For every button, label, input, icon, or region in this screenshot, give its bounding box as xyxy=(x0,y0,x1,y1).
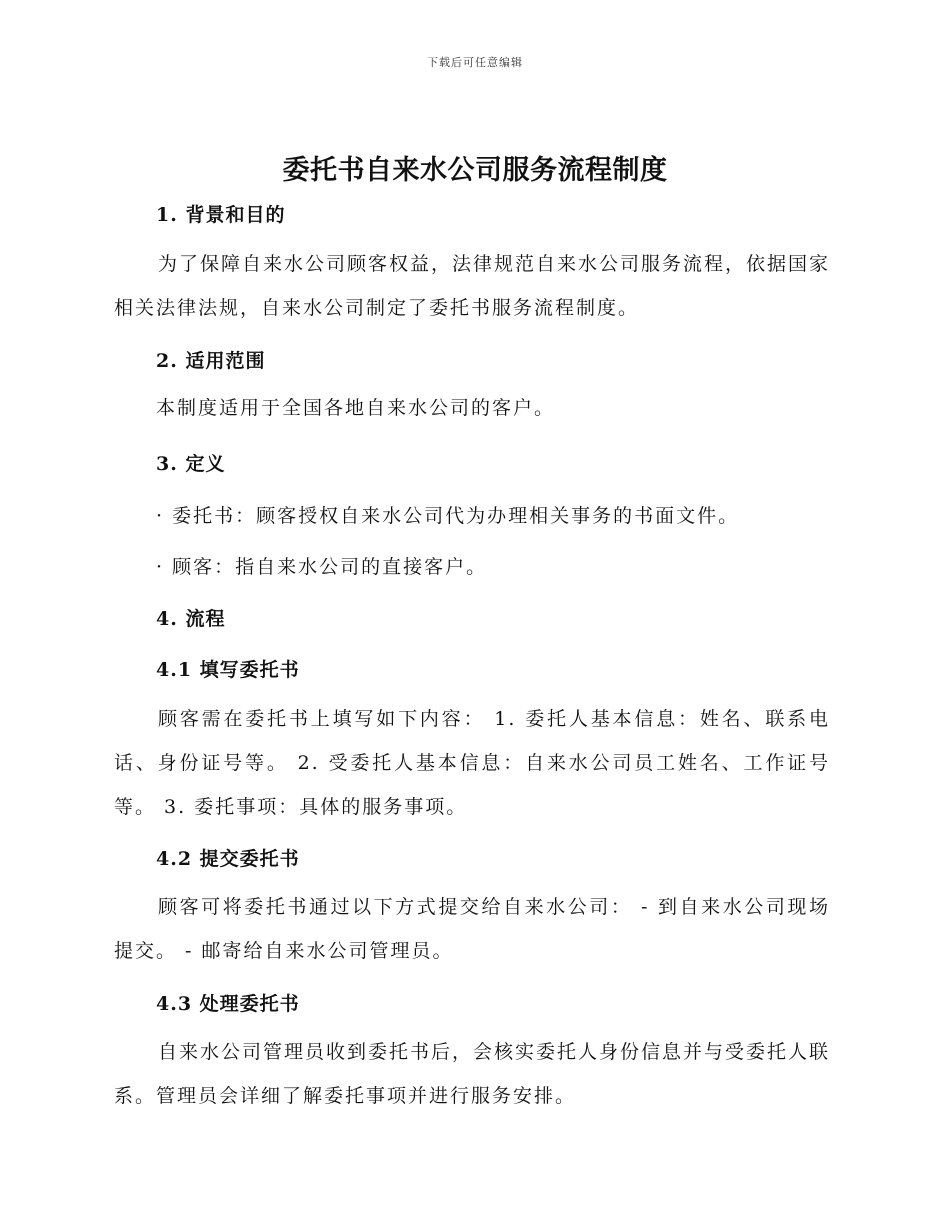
section-text-background: 为了保障自来水公司顾客权益，法律规范自来水公司服务流程，依据国家相关法律法规，自来水公司制定了委托书服务流程制度。 xyxy=(114,253,831,319)
definition-item-customer: · 顾客：指自来水公司的直接客户。 xyxy=(156,556,488,578)
section-heading-scope: 2. 适用范围 xyxy=(156,350,266,372)
subsection-heading-submit: 4.2 提交委托书 xyxy=(156,848,300,870)
subsection-text-process: 自来水公司管理员收到委托书后，会核实委托人身份信息并与受委托人联系。管理员会详细了解委托事项并进行服务安排。 xyxy=(114,1041,831,1107)
document-title: 委托书自来水公司服务流程制度 xyxy=(282,155,668,186)
section-text-scope: 本制度适用于全国各地自来水公司的客户。 xyxy=(156,397,556,419)
section-heading-background: 1. 背景和目的 xyxy=(156,204,286,226)
subsection-heading-process: 4.3 处理委托书 xyxy=(156,993,300,1015)
section-heading-definitions: 3. 定义 xyxy=(156,453,226,475)
section-heading-process: 4. 流程 xyxy=(156,608,226,630)
subsection-heading-fill: 4.1 填写委托书 xyxy=(156,659,300,681)
definition-item-proxy: · 委托书：顾客授权自来水公司代为办理相关事务的书面文件。 xyxy=(156,505,740,527)
subsection-text-submit: 顾客可将委托书通过以下方式提交给自来水公司： - 到自来水公司现场提交。 - 邮寄给自来水公司管理员。 xyxy=(114,896,830,962)
header-note: 下载后可任意编辑 xyxy=(427,56,523,69)
subsection-text-fill: 顾客需在委托书上填写如下内容： 1. 委托人基本信息：姓名、联系电话、身份证号等。 2. 受委托人基本信息：自来水公司员工姓名、工作证号等。 3. 委托事项：具体的服务事项。 xyxy=(114,708,830,818)
